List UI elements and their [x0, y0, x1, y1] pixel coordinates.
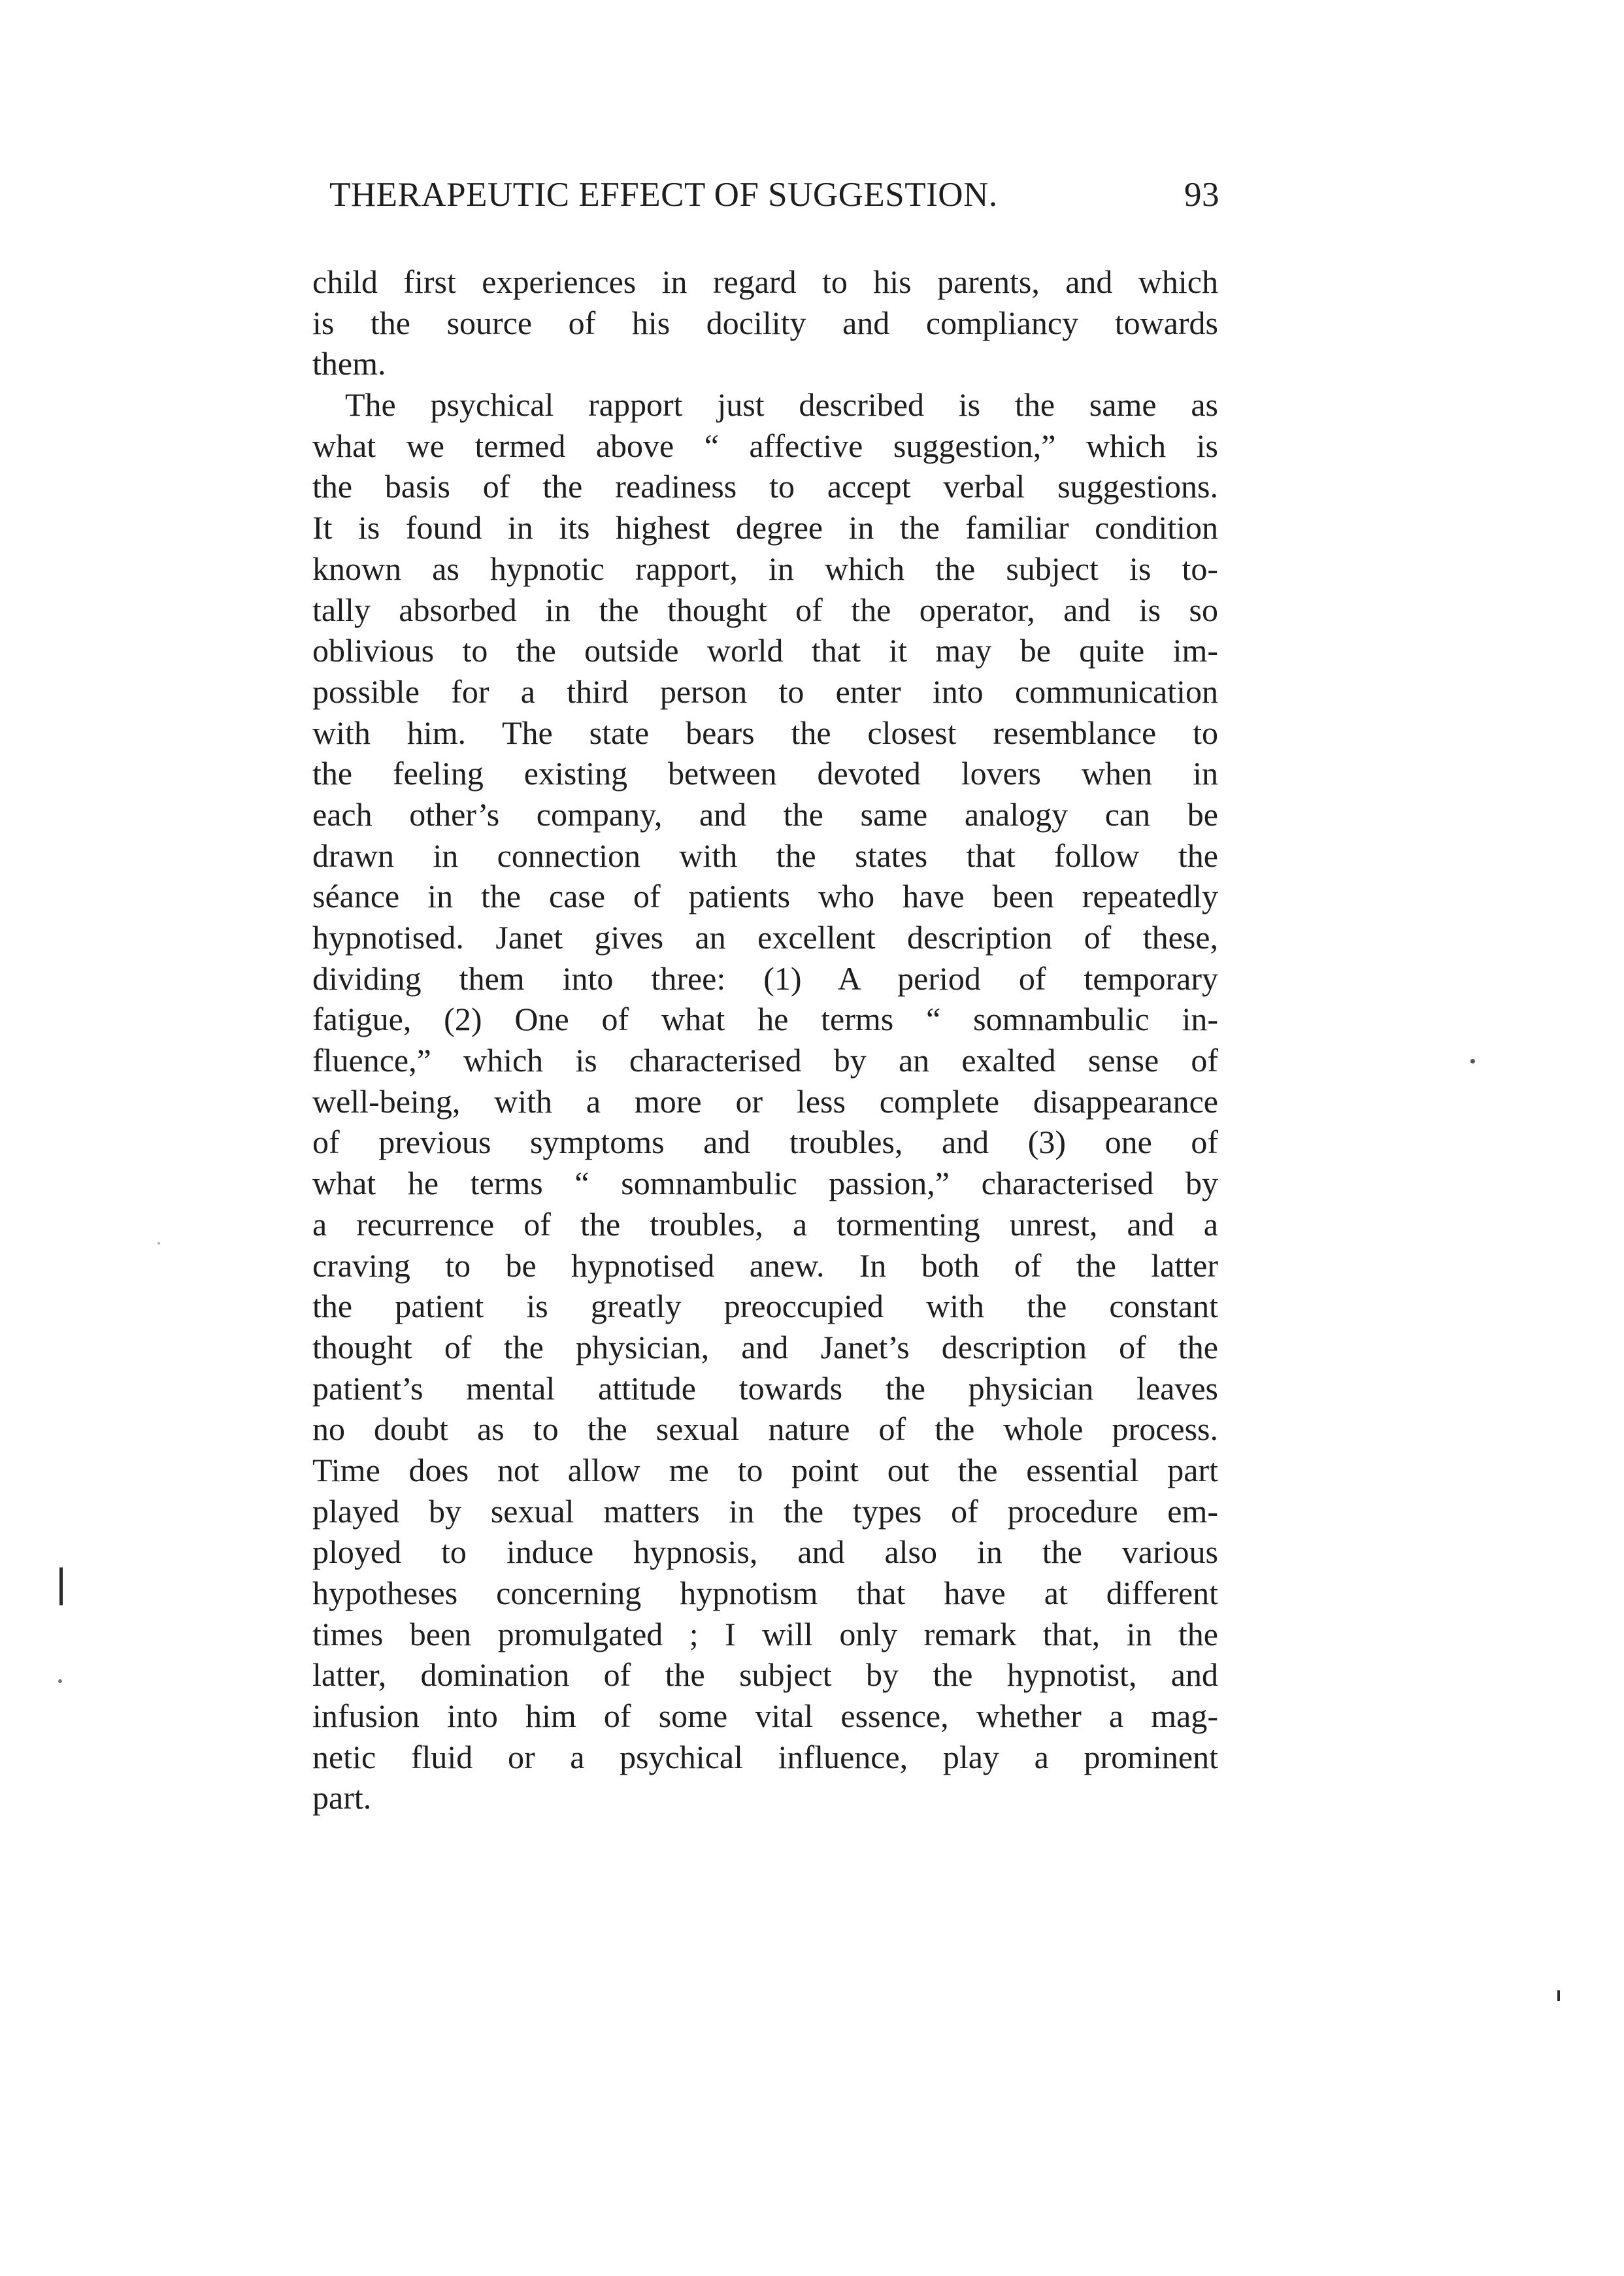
text-line: thought of the physician, and Janet’s description of the [312, 1328, 1218, 1365]
scan-artifact-mark [1557, 1990, 1560, 2001]
text-line: played by sexual matters in the types of procedure em- [312, 1492, 1218, 1530]
running-head-title: THERAPEUTIC EFFECT OF SUGGESTION. [329, 176, 998, 214]
text-line: infusion into him of some vital essence, whether a mag- [312, 1698, 1218, 1735]
text-line: each other’s company, and the same analogy can be [312, 795, 1218, 833]
text-line: drawn in connection with the states that follow the [312, 837, 1218, 874]
text-line: well-being, with a more or less complete disappearance [312, 1082, 1218, 1120]
text-line: times been promulgated ; I will only remark that, in the [312, 1615, 1218, 1652]
text-line: tally absorbed in the thought of the operator, and is so [312, 591, 1218, 628]
text-line: is the source of his docility and compliancy towards [312, 304, 1218, 341]
text-line: patient’s mental attitude towards the physician leaves [312, 1369, 1218, 1407]
text-line: craving to be hypnotised anew. In both of the latter [312, 1247, 1218, 1284]
text-line: ployed to induce hypnosis, and also in the various [312, 1533, 1218, 1571]
running-head [311, 169, 1219, 221]
scan-artifact-dot [157, 1242, 160, 1245]
text-line: Time does not allow me to point out the essential part [312, 1451, 1218, 1488]
text-line: what he terms “ somnambulic passion,” characterised by [312, 1165, 1218, 1202]
text-line: the patient is greatly preoccupied with the constant [312, 1288, 1218, 1325]
text-line: netic fluid or a psychical influence, play a prominent [312, 1738, 1218, 1775]
scan-artifact-dot [58, 1679, 62, 1683]
scan-artifact-mark [59, 1567, 63, 1605]
text-line: part. [312, 1779, 372, 1816]
text-line: latter, domination of the subject by the hypnotist, and [312, 1656, 1218, 1694]
text-line: the basis of the readiness to accept verbal suggestions. [312, 468, 1218, 505]
text-line: fatigue, (2) One of what he terms “ somnambulic in- [312, 1001, 1218, 1038]
text-line: It is found in its highest degree in the familiar condition [312, 509, 1218, 546]
text-line: séance in the case of patients who have been repeatedly [312, 878, 1218, 915]
text-line: hypotheses concerning hypnotism that have at different [312, 1575, 1218, 1611]
text-line: hypnotised. Janet gives an excellent description of these, [312, 919, 1218, 956]
body-text [312, 261, 1218, 1818]
text-line: the feeling existing between devoted lovers when in [312, 755, 1218, 792]
scan-artifact-dot [1470, 1059, 1475, 1063]
text-line: possible for a third person to enter into communication [312, 673, 1218, 710]
text-line: The psychical rapport just described is the same as [345, 386, 1218, 424]
text-line: with him. The state bears the closest resemblance to [312, 714, 1218, 751]
text-line: fluence,” which is characterised by an exalted sense of [312, 1042, 1218, 1079]
page-number: 93 [1184, 176, 1219, 214]
text-line: dividing them into three: (1) A period of temporary [312, 960, 1218, 997]
text-line: oblivious to the outside world that it may be quite im- [312, 632, 1218, 669]
text-line: known as hypnotic rapport, in which the subject is to- [312, 550, 1218, 587]
text-line: no doubt as to the sexual nature of the whole process. [312, 1411, 1218, 1448]
text-line: child first experiences in regard to his parents, and which [312, 263, 1218, 300]
text-line: of previous symptoms and troubles, and (3) one of [312, 1124, 1218, 1161]
text-line: them. [312, 345, 386, 382]
text-line: what we termed above “ affective suggestion,” which is [312, 427, 1218, 464]
text-line: a recurrence of the troubles, a tormenting unrest, and a [312, 1205, 1218, 1243]
